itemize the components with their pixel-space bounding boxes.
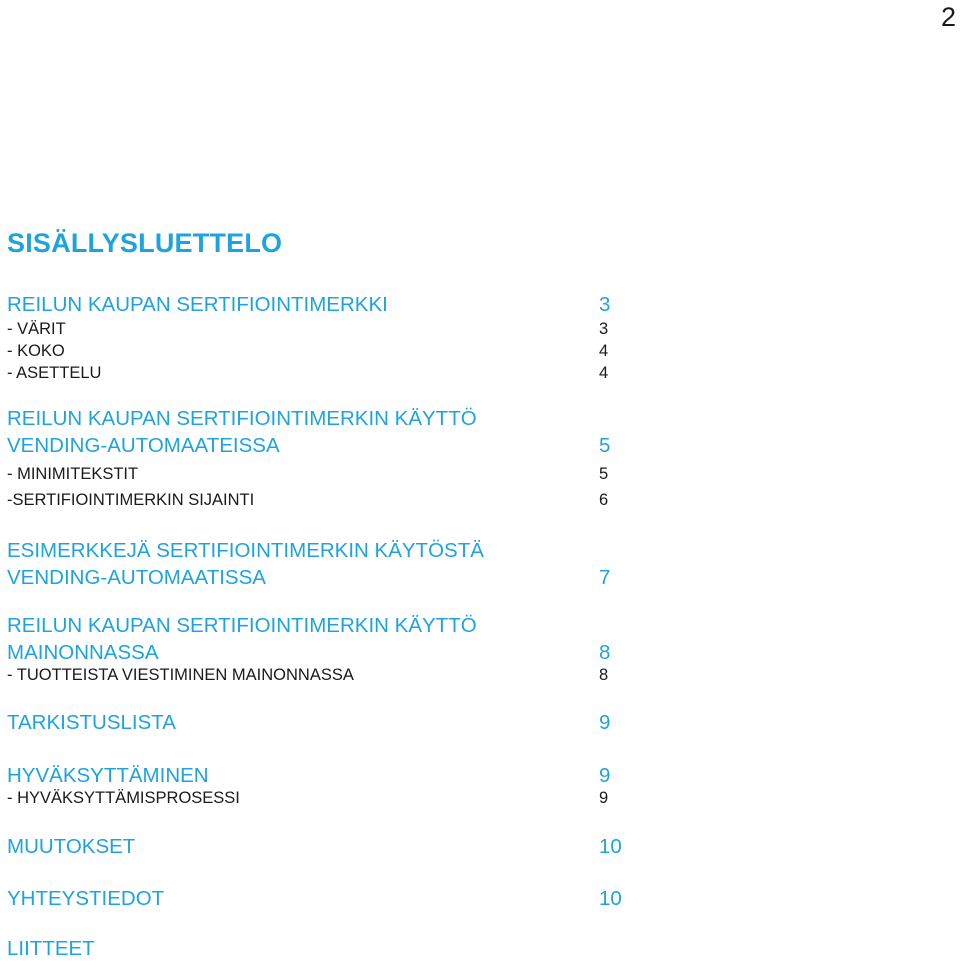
- page-title: SISÄLLYSLUETTELO: [7, 228, 283, 258]
- toc-entry-label: TARKISTUSLISTA: [7, 711, 176, 734]
- toc-entry-page: 5: [599, 465, 609, 483]
- toc-entry-label: - MINIMITEKSTIT: [7, 465, 139, 483]
- toc-entry-label: - VÄRIT: [7, 320, 66, 338]
- toc-entry-page: 5: [599, 434, 611, 457]
- toc-entry-label: ESIMERKKEJÄ SERTIFIOINTIMERKIN KÄYTÖSTÄ: [7, 539, 484, 562]
- toc-entry-label: REILUN KAUPAN SERTIFIOINTIMERKKI: [7, 293, 388, 316]
- toc-entry-page: 4: [599, 342, 609, 360]
- toc-entry-label: - KOKO: [7, 342, 65, 360]
- toc-entry-page: 6: [599, 491, 609, 509]
- toc-entry-label: REILUN KAUPAN SERTIFIOINTIMERKIN KÄYTTÖ: [7, 614, 477, 637]
- toc-entry-label: -SERTIFIOINTIMERKIN SIJAINTI: [7, 491, 255, 509]
- toc-entry-label: MUUTOKSET: [7, 835, 136, 858]
- toc-entry-page: 3: [599, 293, 611, 316]
- toc-entry-label: LIITTEET: [7, 937, 95, 960]
- toc-entry-label: REILUN KAUPAN SERTIFIOINTIMERKIN KÄYTTÖ: [7, 407, 477, 430]
- toc-entry-label: YHTEYSTIEDOT: [7, 887, 165, 910]
- toc-entry-page: 3: [599, 320, 609, 338]
- toc-entry-label: - ASETTELU: [7, 364, 102, 382]
- toc-entry-page: 7: [599, 566, 611, 589]
- toc-entry-page: 4: [599, 364, 609, 382]
- toc-entry-page: 9: [599, 764, 611, 787]
- toc-entry-label: MAINONNASSA: [7, 641, 159, 664]
- toc-entry-page: 8: [599, 666, 609, 684]
- page-number: 2: [940, 2, 956, 32]
- toc-entry-label: HYVÄKSYTTÄMINEN: [7, 764, 209, 787]
- toc-entry-label: - HYVÄKSYTTÄMISPROSESSI: [7, 789, 240, 807]
- toc-entry-label: - TUOTTEISTA VIESTIMINEN MAINONNASSA: [7, 666, 354, 684]
- toc-entry-label: VENDING-AUTOMAATEISSA: [7, 434, 280, 457]
- toc-entry-page: 9: [599, 711, 611, 734]
- toc-entry-label: VENDING-AUTOMAATISSA: [7, 566, 266, 589]
- toc-entry-page: 9: [599, 789, 609, 807]
- toc-entry-page: 8: [599, 641, 611, 664]
- toc-entry-page: 10: [599, 887, 622, 910]
- toc-entry-page: 10: [599, 835, 622, 858]
